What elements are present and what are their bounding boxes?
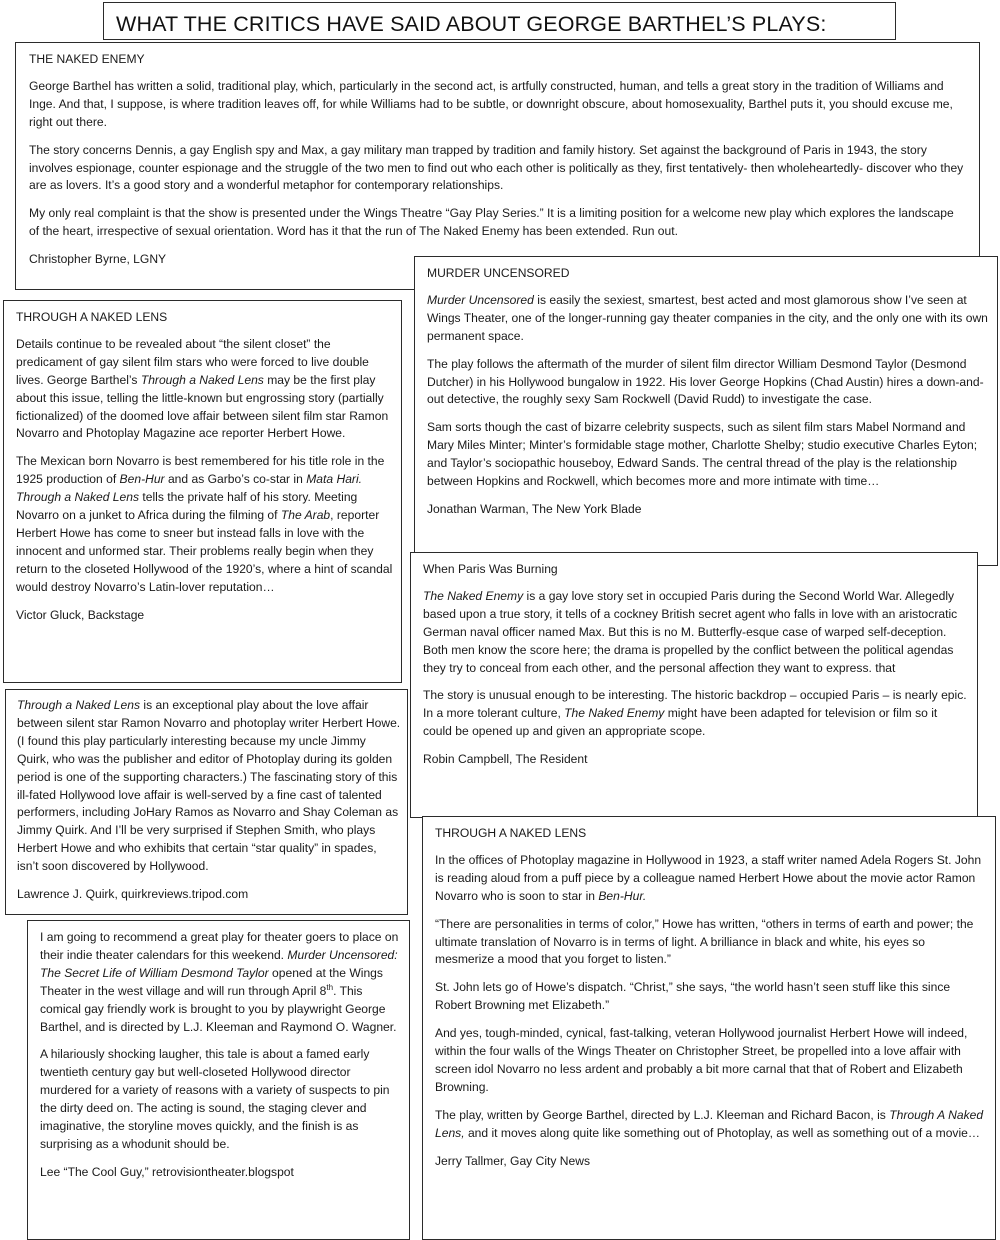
review-paragraph: The story concerns Dennis, a gay English spy and Max, a gay military man trapped by tradition and family history. Set against the background of Paris in 1943, the story involves espionage, counter espionage and the struggle of the two men to find out who each other is politically as they, first tentatively- then wholeheartedly- discover who they are as lovers. It’s a good story and a wonderful metaphor for contemporary relationships.	[29, 142, 964, 193]
review-murder-uncensored-lee	[27, 920, 410, 1240]
review-byline: Jonathan Warman, The New York Blade	[427, 501, 642, 516]
review-paragraph: And yes, tough-minded, cynical, fast-talking, veteran Hollywood journalist Herbert Howe will indeed, within the four walls of the Wings Theater on Christopher Street, be propelled into a love affair with screen idol Novarro no less ardent and probably a bit more carnal that that of Robert and Elizabeth Browning.	[435, 1026, 968, 1094]
review-paragraph: The play, written by George Barthel, directed by L.J. Kleeman and Richard Bacon, is Through A Naked Lens, and it moves along quite like something out of Photoplay, as well as something out of a movie…	[435, 1107, 984, 1140]
review-paragraph: The story is unusual enough to be interesting. The historic backdrop – occupied Paris – is nearly epic. In a more tolerant culture, The Naked Enemy might have been adapted for television or film so it could be opened up and given an appropriate scope.	[423, 688, 967, 739]
page-title: WHAT THE CRITICS HAVE SAID ABOUT GEORGE BARTHEL’S PLAYS:	[116, 12, 827, 36]
review-paragraph: Through a Naked Lens is an exceptional play about the love affair between silent star Ramon Novarro and photoplay writer Herbert Howe. (I found this play particularly interesting because my uncle Jimmy Quirk, who was the publisher and editor of Photoplay during its golden period is one of the supporting characters.) The fascinating story of this ill-fated Hollywood love affair is well-served by a fine cast of talented performers, including JoHary Ramos as Novarro and Shay Coleman as Jimmy Quirk. And I’ll be very surprised if Stephen Smith, who plays Herbert Howe and who exhibits that certain “star quality” in spades, isn’t soon discovered by Hollywood.	[17, 698, 401, 874]
review-paragraph: Details continue to be revealed about “the silent closet” the predicament of gay silent film stars who were forced to live double lives. George Barthel’s Through a Naked Lens may be the first play about this issue, telling the little-known but engrossing story (partially fictionalized) of the doomed love affair between silent film star Ramon Novarro and Photoplay Magazine ace reporter Herbert Howe.	[16, 336, 389, 441]
review-paragraph: Murder Uncensored is easily the sexiest, smartest, best acted and most glamorous show I’ve seen at Wings Theater, one of the longer-running gay theater companies in the city, and the only one with its own permanent space.	[427, 292, 988, 343]
review-byline: Lawrence J. Quirk, quirkreviews.tripod.com	[17, 887, 249, 902]
review-naked-enemy-byrne	[15, 42, 980, 290]
review-paragraph: St. John lets go of Howe’s dispatch. “Christ,” she says, “the world hasn’t seen stuff like this since Robert Browning met Elizabeth.”	[435, 980, 951, 1013]
review-naked-enemy-campbell	[410, 552, 978, 818]
review-paragraph: George Barthel has written a solid, traditional play, which, particularly in the second act, is artfully constructed, human, and tells a great story in the tradition of Williams and Inge. And that, I suppose, is where tradition leaves off, for while Williams had to be subtle, or downright obscure, about homosexuality, Barthel puts it, you should excuse me, right out there.	[29, 78, 953, 129]
page-title-box	[103, 2, 896, 40]
review-naked-lens-gluck	[3, 300, 402, 683]
review-paragraph: I am going to recommend a great play for theater goers to place on their indie theater calendars for this weekend. Murder Uncensored: The Secret Life of William Desmond Taylor opened at the Wings Theater in the west village and will run through April 8th. This comical gay friendly work is brought to you by playwright George Barthel, and is directed by L.J. Kleeman and Raymond O. Wagner.	[40, 930, 399, 1034]
review-heading: THROUGH A NAKED LENS	[435, 826, 587, 840]
review-byline: Robin Campbell, The Resident	[423, 752, 588, 767]
review-heading: When Paris Was Burning	[423, 562, 558, 576]
review-byline: Christopher Byrne, LGNY	[29, 252, 167, 267]
review-byline: Victor Gluck, Backstage	[16, 607, 145, 622]
review-heading: THE NAKED ENEMY	[29, 52, 145, 66]
review-byline: Jerry Tallmer, Gay City News	[435, 1153, 591, 1168]
review-paragraph: My only real complaint is that the show is presented under the Wings Theatre “Gay Play Series.” It is a limiting position for a welcome new play which explores the landscape of the heart, irrespective of sexual orientation. Word has it that the run of The Naked Enemy has been extended. Run out.	[29, 206, 954, 239]
review-paragraph: A hilariously shocking laugher, this tale is about a famed early twentieth century gay but well-closeted Hollywood director murdered for a variety of reasons with a variety of suspects to pin the dirty deed on. The acting is sound, the staging clever and imaginative, the storyline moves quickly, and the finish is as surprising as a whodunit should be.	[40, 1047, 390, 1151]
review-paragraph: “There are personalities in terms of color,” Howe has written, “others in terms of earth and power; the ultimate translation of Novarro is in terms of light. A brilliance in black and white, his eyes so mesmerize a mood that you forget to listen.”	[435, 916, 974, 967]
review-paragraph: Sam sorts though the cast of bizarre celebrity suspects, such as silent film stars Mabel Normand and Mary Miles Minter; Minter’s formidable stage mother, Charlotte Shelby; studio executive Charles Eyton; and Taylor’s sociopathic houseboy, Edward Sands. The central thread of the play is the relationship between Hopkins and Rockwell, which becomes more and more intimate with time…	[427, 420, 978, 489]
review-murder-uncensored-warman	[414, 256, 998, 566]
review-byline: Lee “The Cool Guy,” retrovisiontheater.blogspot	[40, 1164, 294, 1179]
review-naked-lens-tallmer	[422, 816, 996, 1240]
review-paragraph: In the offices of Photoplay magazine in Hollywood in 1923, a staff writer named Adela Rogers St. John is reading aloud from a puff piece by a colleague named Herbert Howe about the movie actor Ramon Novarro who is soon to star in Ben-Hur.	[435, 852, 982, 903]
review-heading: THROUGH A NAKED LENS	[16, 310, 168, 324]
review-paragraph: The play follows the aftermath of the murder of silent film director William Desmond Taylor (Desmond Dutcher) in his Hollywood bungalow in 1922. His lover George Hopkins (Chad Austin) hires a down-and-out detective, the roughly sexy Sam Rockwell (David Rudd) to investigate the case.	[427, 356, 984, 407]
review-heading: MURDER UNCENSORED	[427, 266, 570, 280]
review-paragraph: The Mexican born Novarro is best remembered for his title role in the 1925 production of Ben-Hur and as Garbo’s co-star in Mata Hari. Through a Naked Lens tells the private half of his story. Meeting Novarro on a junket to Africa during the filming of The Arab, reporter Herbert Howe has come to sneer but instead falls in love with the innocent and unformed star. Their problems really begin when they return to the closeted Hollywood of the 1920’s, where a hint of scandal would destroy Novarro’s Latin-lover reputation…	[16, 454, 393, 594]
review-naked-lens-quirk	[5, 689, 408, 915]
review-paragraph: The Naked Enemy is a gay love story set in occupied Paris during the Second World War. Allegedly based upon a true story, it tells of a cockney British secret agent who falls in love with an aristocratic German naval officer named Max. But this is no M. Butterfly-esque case of warped self-deception. Both men know the score here; the drama is propelled by the conflict between the political agendas they try to conceal from each other, and the personal affection they want to express. that	[423, 588, 958, 675]
